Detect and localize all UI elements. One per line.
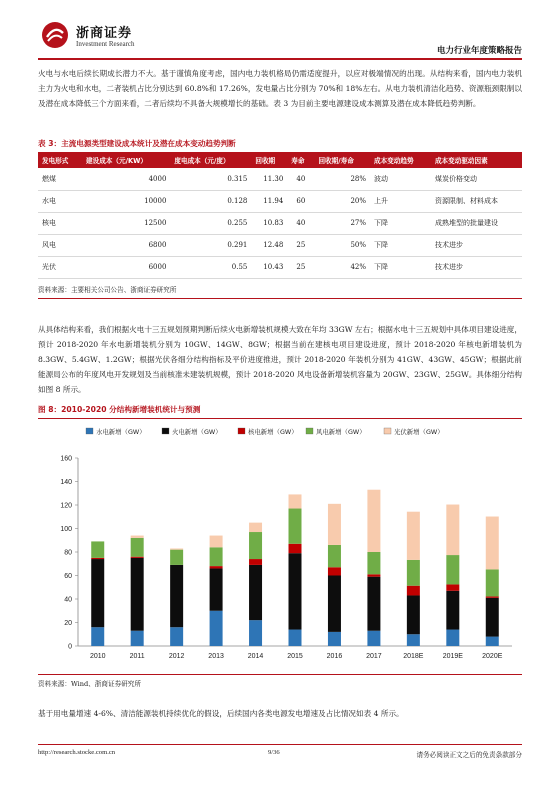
bar-segment (249, 565, 262, 620)
page-header (0, 0, 560, 64)
bar-segment (289, 544, 302, 553)
table-cell: 27% (314, 212, 370, 234)
x-tick-label: 2012 (168, 653, 185, 660)
table-cell: 波动 (370, 168, 431, 190)
bar-segment (91, 558, 104, 559)
y-tick-label: 0 (68, 643, 72, 651)
table-header-cell: 成本变动驱动因素 (434, 157, 488, 165)
legend-swatch (238, 428, 245, 434)
x-tick-label: 2019E (442, 653, 463, 660)
bar-segment (407, 586, 420, 596)
bar-segment (289, 509, 302, 544)
table-cell: 10000 (82, 190, 170, 212)
header-divider (38, 58, 522, 60)
table-cell: 40 (287, 168, 314, 190)
table-cell: 0.315 (170, 168, 251, 190)
chart-source: 资料来源：Wind、浙商证券研究所 (38, 680, 141, 688)
table-caption: 表 3：主流电源类型建设成本统计及潜在成本变动趋势判断 (38, 139, 236, 148)
bar-segment (91, 541, 104, 557)
table-cell: 12.48 (251, 234, 287, 256)
y-tick-label: 160 (60, 455, 72, 463)
table-cell: 12500 (82, 212, 170, 234)
legend-label: 风电新增（GW） (316, 428, 366, 436)
bar-segment (289, 494, 302, 508)
bar-segment (367, 552, 380, 574)
x-tick-label: 2020E (482, 653, 503, 660)
legend-label: 水电新增（GW） (96, 428, 146, 436)
bar-segment (367, 577, 380, 631)
bar-segment (249, 620, 262, 646)
table-cell: 风电 (38, 234, 82, 256)
bar-segment (328, 576, 341, 632)
table-cell: 60 (287, 190, 314, 212)
table-cell: 下降 (370, 234, 431, 256)
bar-segment (249, 559, 262, 565)
bar-segment (446, 555, 459, 584)
table-header-cell: 发电形式 (42, 157, 69, 165)
table-cell: 11.30 (251, 168, 287, 190)
table-header-cell: 回收期 (255, 157, 276, 165)
report-title: 电力行业年度策略报告 (436, 46, 522, 56)
bar-segment (210, 611, 223, 646)
bar-segment (367, 574, 380, 576)
bar-segment (328, 504, 341, 545)
logo-icon (40, 20, 70, 50)
footer-divider (38, 744, 522, 745)
bar-segment (131, 557, 144, 558)
bar-segment (131, 536, 144, 538)
y-tick-label: 100 (60, 526, 72, 533)
x-tick-label: 2017 (366, 653, 382, 660)
footer-disclaimer: 请务必阅读正文之后的免责条款部分 (416, 751, 522, 759)
bar-segment (486, 598, 499, 637)
bar-segment (328, 632, 341, 646)
bar-segment (486, 569, 499, 596)
table-cell: 煤炭价格变动 (431, 168, 522, 190)
table-cell: 技术进步 (431, 234, 522, 256)
y-tick-label: 80 (64, 549, 72, 557)
table-cell: 下降 (370, 256, 431, 278)
bar-segment (289, 630, 302, 646)
bar-segment (407, 595, 420, 634)
paragraph-assumption: 基于用电量增速 4-6%、清洁能源装机持续优化的假设，后续国内各类电源发电增速及占比情况如表 4 所示。 (38, 709, 404, 718)
bar-segment (210, 568, 223, 610)
legend-label: 核电新增（GW） (248, 428, 298, 436)
table-cell: 20% (314, 190, 370, 212)
table-header-row (38, 152, 522, 168)
table-cell: 6800 (82, 234, 170, 256)
x-tick-label: 2014 (247, 653, 264, 660)
bar-segment (249, 523, 262, 532)
table-cell: 42% (314, 256, 370, 278)
table-cell: 0.291 (170, 234, 251, 256)
table-cell: 下降 (370, 212, 431, 234)
chart-caption: 图 8：2010-2020 分结构新增装机统计与预测 (38, 405, 201, 414)
table-cell: 上升 (370, 190, 431, 212)
logo-text: 浙商证券 (76, 26, 133, 41)
paragraph-intro: 火电与水电后续长期成长潜力不大。基于谨慎角度考虑，国内电力装机格局仍需适度提升，以应对极端情况的出现。从结构来看，国内电力装机主力为火电和水电，二者装机占比分别达到 60.8%和 17.26%，发电量占比分别为 70%和 18%左右。从电力装机清洁化趋势、资源瓶颈限制以及潜在成本降低三个方面来看，二者后续均不具备大规模增长的基础。表 3 为目前主要电源建设成本测算及潜在成本降低趋势判断。 (38, 69, 522, 108)
bar-segment (91, 627, 104, 646)
table-row (38, 256, 522, 278)
bar-segment (170, 627, 183, 646)
table-header-cell: 成本变动趋势 (374, 157, 414, 165)
x-tick-label: 2018E (403, 653, 424, 660)
table-row (38, 234, 522, 256)
table-cell: 10.83 (251, 212, 287, 234)
table-cell: 资源限制、材料成本 (431, 190, 522, 212)
cost-table (38, 152, 522, 279)
bar-segment (328, 567, 341, 575)
footer-url-link[interactable]: http://research.stocke.com.cn (38, 749, 116, 756)
table-cell: 40 (287, 212, 314, 234)
x-tick-label: 2016 (326, 653, 343, 660)
x-tick-label: 2015 (287, 653, 303, 660)
bar-segment (131, 558, 144, 631)
legend-label: 火电新增（GW） (172, 428, 222, 436)
table-header-cell: 度电成本（元/度） (174, 157, 230, 165)
table-cell: 0.255 (170, 212, 251, 234)
table-header-cell: 建设成本（元/KW） (86, 157, 147, 165)
bar-segment (446, 591, 459, 630)
table-cell: 10.43 (251, 256, 287, 278)
y-tick-label: 40 (64, 596, 72, 604)
legend-swatch (384, 428, 391, 434)
table-row (38, 168, 522, 190)
table-cell: 核电 (38, 212, 82, 234)
table-divider (38, 298, 522, 299)
table-cell: 4000 (82, 168, 170, 190)
bar-segment (486, 517, 499, 570)
bar-segment (407, 634, 420, 646)
bar-segment (91, 559, 104, 627)
table-cell: 25 (287, 234, 314, 256)
bar-segment (170, 565, 183, 627)
y-tick-label: 20 (64, 620, 72, 627)
x-tick-label: 2013 (208, 653, 224, 660)
bar-segment (367, 490, 380, 552)
page-number: 9/36 (268, 749, 280, 756)
capacity-bar-chart (38, 422, 522, 672)
table-cell: 水电 (38, 190, 82, 212)
bar-segment (170, 548, 183, 549)
bar-segment (131, 538, 144, 557)
bar-segment (407, 560, 420, 586)
y-tick-label: 120 (60, 502, 72, 510)
chart-top-divider (38, 418, 522, 419)
bar-segment (210, 547, 223, 566)
table-cell: 技术进步 (431, 256, 522, 278)
bar-segment (170, 550, 183, 565)
table-header-cell: 寿命 (291, 157, 305, 165)
table-cell: 6000 (82, 256, 170, 278)
bar-segment (407, 512, 420, 560)
bar-segment (249, 532, 262, 559)
bar-segment (289, 553, 302, 629)
table-cell: 11.94 (251, 190, 287, 212)
bar-segment (446, 584, 459, 590)
chart-bottom-divider (38, 674, 522, 675)
logo-subtext: Investment Research (76, 40, 135, 48)
bar-segment (486, 637, 499, 646)
table-cell: 燃煤 (38, 168, 82, 190)
bar-segment (367, 631, 380, 646)
bar-segment (210, 566, 223, 568)
table-body (38, 168, 522, 278)
table-cell: 0.55 (170, 256, 251, 278)
table-cell: 0.128 (170, 190, 251, 212)
bar-segment (210, 536, 223, 548)
legend-label: 光伏新增（GW） (394, 428, 444, 436)
table-cell: 25 (287, 256, 314, 278)
bar-segment (131, 631, 144, 646)
legend-swatch (306, 428, 313, 434)
bar-segment (446, 630, 459, 646)
table-cell: 50% (314, 234, 370, 256)
legend-swatch (86, 428, 93, 434)
x-tick-label: 2010 (89, 653, 106, 660)
table-cell: 光伏 (38, 256, 82, 278)
table-source: 资料来源：主要相关公司公告、浙商证券研究所 (38, 286, 177, 294)
table-cell: 成熟堆型的批量建设 (431, 212, 522, 234)
paragraph-structure: 从具体结构来看，我们根据火电十三五规划预期判断后续火电新增装机规模大致在年均 33GW 左右；根据水电十三五规划中具体项目建设进度，预计 2018-2020 年水电新增装机分别为 10GW、14GW、8GW；根据当前在建核电项目建设进度，预计 2018-2020 年核电新增装机为 8.3GW、5.4GW、1.2GW；根据光伏各细分结构指标及平价进度推进，预计 2018-2020 年装机分别为 41GW、43GW、45GW；根据此前能源局公布的年度风电开发规划及当前核准未建装机规模，预计 2018-2020 风电设备新增装机容量为 20GW、23GW、25GW。具体细分结构如图 8 所示。 (38, 325, 522, 394)
bar-segment (446, 505, 459, 556)
table-row (38, 190, 522, 212)
y-tick-label: 60 (64, 573, 72, 580)
bar-segment (328, 545, 341, 567)
legend-swatch (162, 428, 169, 434)
x-tick-label: 2011 (129, 653, 145, 660)
table-header-cell: 回收期/寿命 (318, 157, 354, 165)
table-cell: 28% (314, 168, 370, 190)
bar-segment (486, 596, 499, 597)
y-tick-label: 140 (60, 479, 72, 486)
table-row (38, 212, 522, 234)
